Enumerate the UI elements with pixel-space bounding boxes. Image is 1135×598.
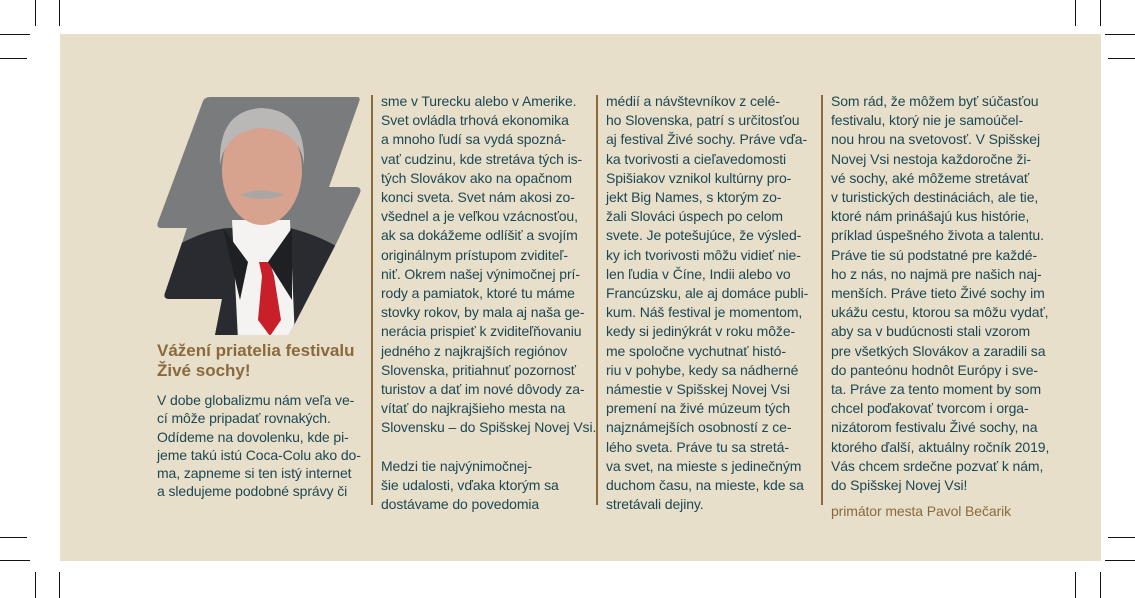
crop-mark — [1075, 572, 1076, 598]
text-line: duchom času, na mieste, kde sa — [606, 477, 804, 494]
text-line: konci sveta. Svet nám akosi zo- — [381, 189, 575, 206]
text-line: Medzi tie najvýnimočnej- — [381, 457, 532, 474]
text-line: lého sveta. Práve tu sa stretá- — [606, 438, 789, 455]
text-line: stovky rokov, by mala aj naša ge- — [381, 304, 585, 321]
text-line: originálnym prístupom zviditeľ- — [381, 246, 568, 263]
text-line: Francúzsku, ale aj domáce publi- — [606, 285, 809, 302]
text-line: najznámejších osobností z ce- — [606, 419, 792, 436]
crop-mark — [1108, 58, 1135, 59]
text-line: dostávame do povedomia — [381, 496, 540, 513]
text-line: premení na živé múzeum tých — [606, 400, 791, 417]
crop-mark — [1100, 572, 1101, 598]
text-line: Slovenska, pritiahnuť pozornosť — [381, 361, 576, 378]
text-line: do Spišskej Novej Vsi! — [831, 477, 968, 494]
text-line: nizátorom festivalu Živé sochy, na — [831, 419, 1038, 436]
text-line: všednel a je veľkou vzácnosťou, — [381, 208, 578, 225]
crop-mark — [59, 572, 60, 598]
text-line: Novej Vsi nestoja každoročne ži- — [831, 150, 1031, 167]
paragraph-gap — [381, 438, 603, 457]
text-line: v turistických destináciách, ale tie, — [831, 189, 1039, 206]
crop-mark — [35, 572, 36, 598]
text-line: Spišiakov vznikol kultúrny pro- — [606, 169, 792, 186]
heading-line: Živé sochy! — [157, 361, 251, 380]
column-divider — [371, 95, 373, 505]
crop-mark — [59, 0, 60, 26]
text-line: ukážu cestu, ktorou sa môžu vydať, — [831, 304, 1049, 321]
text-line: ta. Práve za tento moment by som — [831, 381, 1042, 398]
text-line: turistov a dať im nové dôvody za- — [381, 381, 585, 398]
text-line: va svet, na mieste s jedinečným — [606, 457, 802, 474]
text-line: a mnoho ľudí sa vydá spozná- — [381, 131, 566, 148]
text-line: šie udalosti, vďaka ktorým sa — [381, 476, 559, 493]
text-column-3 — [606, 92, 828, 514]
crop-mark — [1105, 560, 1135, 561]
text-line: aby sa v budúcnosti stali vzorom — [831, 323, 1031, 340]
text-line: niť. Okrem našej výnimočnej prí- — [381, 265, 580, 282]
text-line: pre všetkých Slovákov a zaradili sa — [831, 342, 1046, 359]
text-line: nerácia prispieť k zviditeľňovaniu — [381, 323, 582, 340]
text-line: Svet ovládla trhová ekonomika — [381, 112, 569, 129]
text-line: Slovensku – do Spišskej Novej Vsi. — [381, 419, 597, 436]
text-column-1 — [157, 391, 379, 501]
text-line: príklad úspešného života a talentu. — [831, 227, 1044, 244]
column-divider — [821, 95, 823, 505]
text-line: žali Slováci úspech po celom — [606, 208, 783, 225]
crop-mark — [1105, 34, 1135, 35]
crop-mark — [0, 537, 27, 538]
text-line: do panteónu hodnôt Európy i sve- — [831, 361, 1038, 378]
text-line: festivalu, ktorý nie je samoúčel- — [831, 112, 1024, 129]
text-line: jeme takú istú Coca-Colu ako do- — [157, 446, 361, 463]
text-line: riu v pohybe, kedy sa nádherné — [606, 361, 799, 378]
text-line: tých Slovákov ako na opačnom — [381, 169, 572, 186]
text-line: Vás chcem srdečne pozvať k nám, — [831, 457, 1044, 474]
text-line: ka tvorivosti a cieľavedomosti — [606, 150, 787, 167]
text-line: me spoločne vychutnať histó- — [606, 342, 786, 359]
text-line: vítať do najkrajšieho mesta na — [381, 400, 566, 417]
text-line: sme v Turecku alebo v Amerike. — [381, 93, 577, 109]
crop-mark — [1108, 537, 1135, 538]
text-line: námestie v Spišskej Novej Vsi — [606, 381, 790, 398]
text-line: médií a návštevníkov z celé- — [606, 93, 780, 109]
text-line: len ľudia v Číne, Indii alebo vo — [606, 265, 791, 282]
text-line: vať cudzinu, kde stretáva tých is- — [381, 150, 583, 167]
crop-mark — [0, 560, 30, 561]
text-line: ky ich tvorivosti môžu vidieť nie- — [606, 246, 801, 263]
text-line: kedy si jedinýkrát v roku môže- — [606, 323, 796, 340]
signature: primátor mesta Pavol Bečarik — [831, 503, 1012, 520]
text-line: menších. Práve tieto Živé sochy im — [831, 285, 1045, 302]
article-heading — [157, 341, 354, 381]
text-line: Odídeme na dovolenku, kde pi- — [157, 428, 349, 445]
text-line: ak sa dokážeme odlíšiť a svojím — [381, 227, 578, 244]
crop-mark — [35, 0, 36, 26]
text-line: cí môže pripadať rovnakých. — [157, 410, 331, 427]
text-line: ho z nás, no najmä pre našich naj- — [831, 265, 1042, 282]
text-line: stretávali dejiny. — [606, 496, 704, 513]
text-line: a sledujeme podobné správy či — [157, 483, 348, 500]
crop-mark — [0, 34, 30, 35]
text-line: kum. Náš festival je momentom, — [606, 304, 803, 321]
crop-mark — [1100, 0, 1101, 26]
text-line: ktoré nám prinášajú kus histórie, — [831, 208, 1030, 225]
portrait-photo — [150, 90, 370, 340]
text-line: jedného z najkrajších regiónov — [381, 342, 568, 359]
crop-mark — [0, 58, 27, 59]
text-line: svete. Je potešujúce, že výsled- — [606, 227, 802, 244]
text-column-2 — [381, 92, 603, 514]
text-column-4 — [831, 92, 1053, 521]
text-line: Som rád, že môžem byť súčasťou — [831, 93, 1039, 109]
text-line: rody a pamiatok, ktoré tu máme — [381, 285, 575, 302]
text-line: jekt Big Names, s ktorým zo- — [606, 189, 782, 206]
text-line: vé sochy, aké môžeme stretávať — [831, 169, 1030, 186]
heading-line: Vážení priatelia festivalu — [157, 341, 355, 360]
crop-mark — [1075, 0, 1076, 26]
text-line: nou hrou na svetovosť. V Spišskej — [831, 131, 1040, 148]
text-line: aj festival Živé sochy. Práve vďa- — [606, 131, 808, 148]
text-line: Práve tie sú podstatné pre každé- — [831, 246, 1038, 263]
text-line: ma, zapneme si ten istý internet — [157, 465, 352, 482]
text-line: chcel poďakovať tvorcom i orga- — [831, 400, 1029, 417]
text-line: V dobe globalizmu nám veľa ve- — [157, 392, 355, 408]
text-line: ktorého ďalší, aktuálny ročník 2019, — [831, 438, 1050, 455]
column-divider — [596, 95, 598, 505]
text-line: ho Slovenska, patrí s určitosťou — [606, 112, 800, 129]
